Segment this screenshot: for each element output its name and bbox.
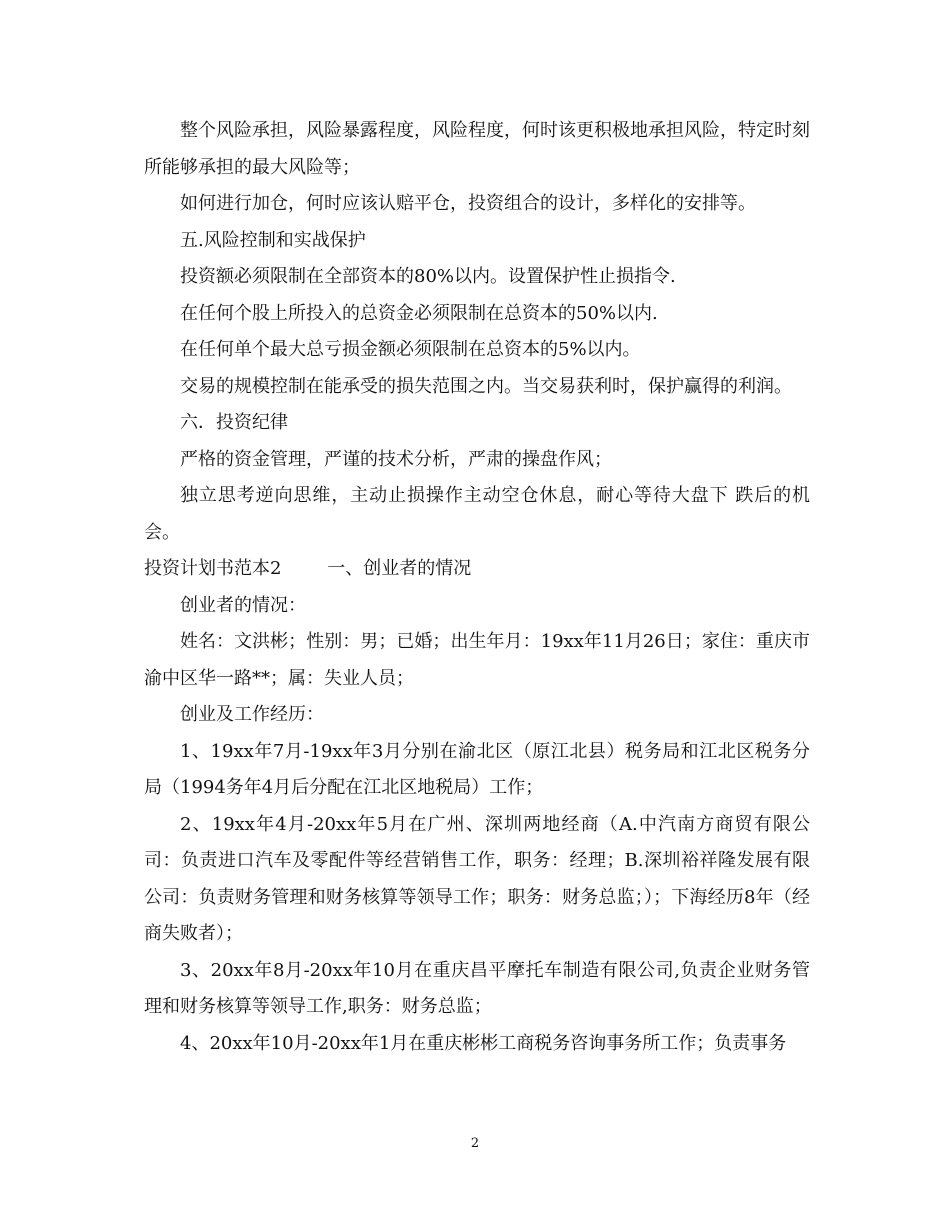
paragraph-risk-bearing: 整个风险承担，风险暴露程度，风险程度，何时该更积极地承担风险，特定时刻所能够承担的最大风险等； <box>144 120 810 178</box>
paragraph-experience-heading: 创业及工作经历： <box>180 704 324 725</box>
page-body <box>144 113 810 1062</box>
paragraph-investment-limit: 投资额必须限制在全部资本的80%以内。设置保护性止损指令. <box>180 266 676 287</box>
heading-investment-discipline: 六．投资纪律 <box>180 412 288 433</box>
section-title: 投资计划书范本2 <box>144 558 282 579</box>
paragraph-strict-management: 严格的资金管理，严谨的技术分析，严肃的操盘作风； <box>180 448 612 470</box>
section-heading-line <box>144 551 810 588</box>
paragraph-experience-4: 4、20xx年10月-20xx年1月在重庆彬彬工商税务咨询事务所工作；负责事务 <box>180 1032 787 1054</box>
paragraph-experience-3: 3、20xx年8月-20xx年10月在重庆昌平摩托车制造有限公司,负责企业财务管理和财务核算等领导工作,职务：财务总监； <box>144 959 810 1017</box>
paragraph-founder-intro: 创业者的情况： <box>180 594 306 616</box>
paragraph-max-loss-limit: 在任何单个最大总亏损金额必须限制在总资本的5%以内。 <box>180 339 641 360</box>
paragraph-single-stock-limit: 在任何个股上所投入的总资金必须限制在总资本的50%以内. <box>180 302 658 324</box>
paragraph-independent-thinking: 独立思考逆向思维，主动止损操作主动空仓休息，耐心等待大盘下 跌后的机会。 <box>144 485 810 543</box>
paragraph-founder-profile: 姓名：文洪彬；性别：男；已婚；出生年月：19xx年11月26日；家住：重庆市渝中区华一路**；属：失业人员； <box>144 631 810 689</box>
paragraph-trade-scale: 交易的规模控制在能承受的损失范围之内。当交易获利时，保护赢得的利润。 <box>180 375 792 397</box>
section-subtitle: 一、创业者的情况 <box>327 558 472 579</box>
page-number: 2 <box>470 1136 480 1151</box>
paragraph-experience-1: 1、19xx年7月-19xx年3月分别在渝北区（原江北县）税务局和江北区税务分局（1994务年4月后分配在江北区地税局）工作； <box>144 740 810 798</box>
paragraph-experience-2: 2、19xx年4月-20xx年5月在广州、深圳两地经商（A.中汽南方商贸有限公司：负责进口汽车及零配件等经营销售工作，职务：经理；B.深圳裕祥隆发展有限公司：负责财务管理和财务核算等领导工作；职务：财务总监；）；下海经历8年（经商失败者）； <box>144 813 810 944</box>
heading-risk-control: 五.风险控制和实战保护 <box>180 229 366 251</box>
paragraph-position-adding: 如何进行加仓，何时应该认赔平仓，投资组合的设计，多样化的安排等。 <box>180 193 756 214</box>
